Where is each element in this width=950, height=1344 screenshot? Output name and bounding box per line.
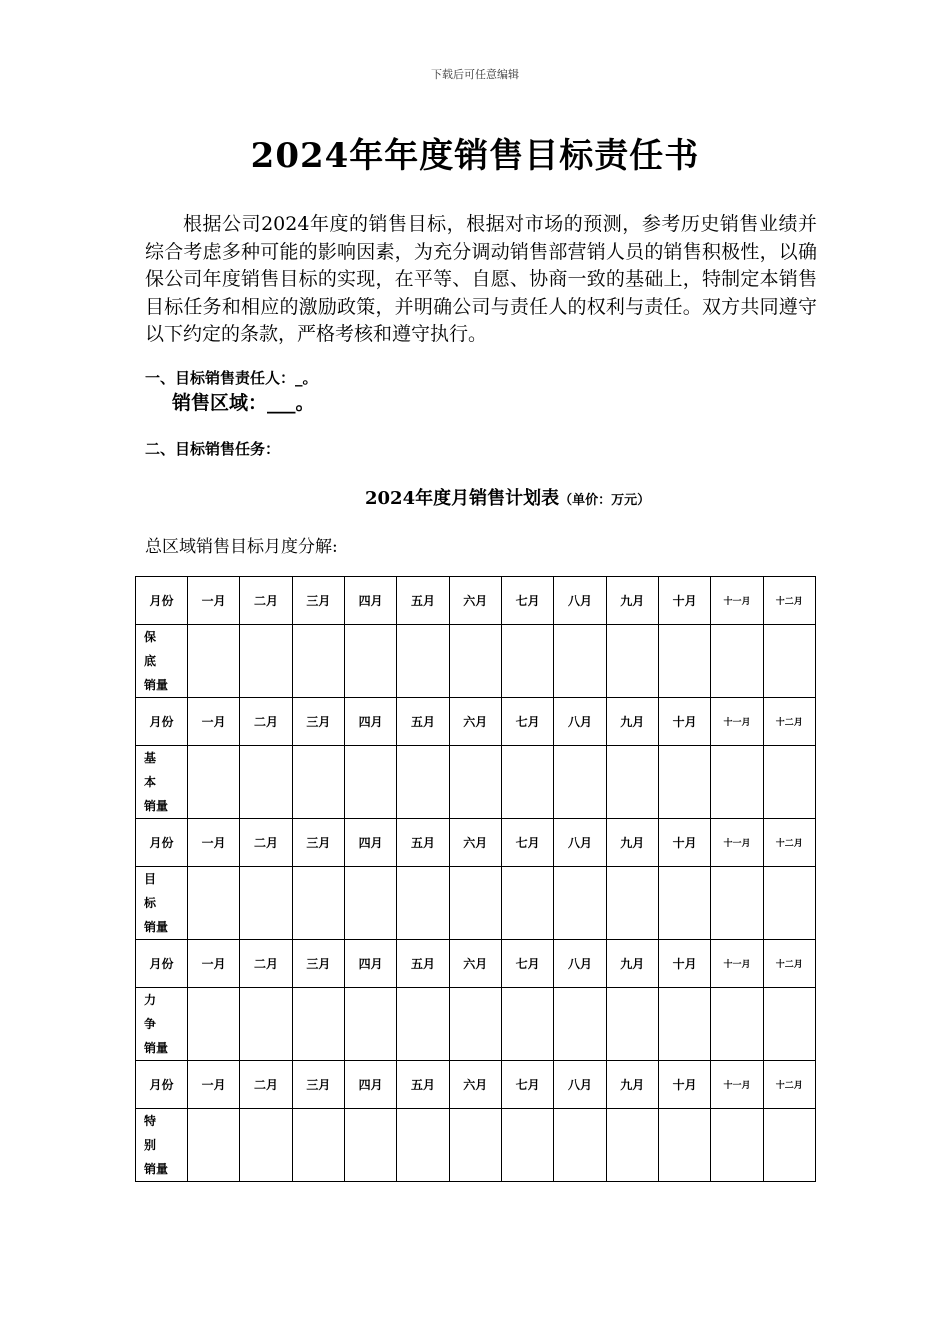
month-header-cell: 七月	[501, 940, 553, 988]
sales-value-cell[interactable]	[344, 867, 396, 940]
month-header-cell: 四月	[344, 577, 396, 625]
month-header-cell: 六月	[449, 940, 501, 988]
sales-value-cell[interactable]	[344, 625, 396, 698]
sales-value-cell[interactable]	[292, 867, 344, 940]
month-header-cell: 八月	[554, 698, 606, 746]
header-note: 下载后可任意编辑	[431, 68, 519, 81]
row-label	[136, 988, 188, 1061]
month-header-cell: 八月	[554, 577, 606, 625]
month-header-cell: 九月	[606, 940, 658, 988]
sales-value-cell[interactable]	[554, 746, 606, 819]
month-header-row	[136, 940, 816, 988]
row-label-line2: 销量	[144, 1041, 169, 1055]
row-label-line1: 力争	[144, 993, 167, 1031]
sales-value-cell[interactable]	[501, 867, 553, 940]
month-header-cell: 十一月	[711, 577, 763, 625]
month-header-cell: 十一月	[711, 819, 763, 867]
month-header-cell: 一月	[188, 1061, 240, 1109]
month-header-cell: 十月	[658, 1061, 710, 1109]
month-header-cell: 十一月	[711, 940, 763, 988]
sales-value-cell[interactable]	[188, 625, 240, 698]
sales-value-row	[136, 746, 816, 819]
month-header-label: 月份	[136, 940, 188, 988]
table-unit: （单价：万元）	[559, 493, 651, 508]
document-title: 2024年年度销售目标责任书	[250, 136, 700, 176]
sales-value-cell[interactable]	[554, 625, 606, 698]
row-label-line1: 特别	[144, 1114, 167, 1152]
sales-value-cell[interactable]	[397, 1109, 449, 1182]
month-header-cell: 十月	[658, 819, 710, 867]
month-header-cell: 一月	[188, 577, 240, 625]
month-header-cell: 二月	[240, 1061, 292, 1109]
sales-value-cell[interactable]	[606, 988, 658, 1061]
month-header-cell: 九月	[606, 698, 658, 746]
month-header-cell: 六月	[449, 819, 501, 867]
sales-value-cell[interactable]	[554, 1109, 606, 1182]
sales-value-cell[interactable]	[449, 625, 501, 698]
month-header-cell: 四月	[344, 819, 396, 867]
month-header-cell: 十二月	[763, 819, 815, 867]
row-label	[136, 625, 188, 698]
month-header-cell: 四月	[344, 940, 396, 988]
sales-value-cell[interactable]	[501, 988, 553, 1061]
sales-value-cell[interactable]	[344, 746, 396, 819]
row-label-line2: 销量	[144, 920, 169, 934]
month-header-cell: 三月	[292, 698, 344, 746]
month-header-cell: 八月	[554, 1061, 606, 1109]
month-header-cell: 六月	[449, 577, 501, 625]
month-header-cell: 五月	[397, 1061, 449, 1109]
sales-value-cell[interactable]	[344, 988, 396, 1061]
month-header-row	[136, 577, 816, 625]
month-header-cell: 三月	[292, 819, 344, 867]
sales-value-cell[interactable]	[711, 867, 763, 940]
breakdown-label: 总区域销售目标月度分解:	[145, 537, 338, 557]
sales-value-cell[interactable]	[397, 746, 449, 819]
sales-value-cell[interactable]	[397, 625, 449, 698]
sales-value-cell[interactable]	[449, 988, 501, 1061]
month-header-cell: 七月	[501, 698, 553, 746]
month-header-cell: 十一月	[711, 1061, 763, 1109]
sales-value-cell[interactable]	[240, 867, 292, 940]
sales-value-cell[interactable]	[606, 625, 658, 698]
month-header-cell: 六月	[449, 1061, 501, 1109]
sales-value-cell[interactable]	[763, 988, 815, 1061]
row-label	[136, 1109, 188, 1182]
month-header-cell: 七月	[501, 819, 553, 867]
month-header-cell: 十二月	[763, 1061, 815, 1109]
month-header-cell: 八月	[554, 819, 606, 867]
sales-value-cell[interactable]	[763, 625, 815, 698]
sales-value-cell[interactable]	[188, 1109, 240, 1182]
row-label-line2: 销量	[144, 678, 169, 692]
month-header-cell: 一月	[188, 698, 240, 746]
section-2-sales-task: 二、目标销售任务：	[145, 440, 281, 458]
sales-value-cell[interactable]	[711, 625, 763, 698]
sales-value-cell[interactable]	[554, 867, 606, 940]
month-header-cell: 九月	[606, 819, 658, 867]
sales-value-cell[interactable]	[501, 746, 553, 819]
sales-value-cell[interactable]	[292, 988, 344, 1061]
sales-value-cell[interactable]	[240, 988, 292, 1061]
month-header-cell: 十月	[658, 698, 710, 746]
month-header-label: 月份	[136, 698, 188, 746]
month-header-label: 月份	[136, 577, 188, 625]
sales-value-cell[interactable]	[449, 867, 501, 940]
sales-value-cell[interactable]	[711, 988, 763, 1061]
month-header-cell: 四月	[344, 1061, 396, 1109]
sales-value-cell[interactable]	[554, 988, 606, 1061]
month-header-cell: 五月	[397, 577, 449, 625]
sales-value-cell[interactable]	[188, 988, 240, 1061]
sales-value-cell[interactable]	[397, 867, 449, 940]
sales-value-cell[interactable]	[606, 867, 658, 940]
month-header-cell: 十一月	[711, 698, 763, 746]
section-1-responsible-person: 一、目标销售责任人：_。	[145, 369, 318, 387]
monthly-sales-plan-table	[135, 576, 816, 1182]
month-header-cell: 十二月	[763, 940, 815, 988]
sales-value-row	[136, 1109, 816, 1182]
sales-value-cell[interactable]	[449, 746, 501, 819]
sales-value-cell[interactable]	[501, 625, 553, 698]
sales-value-cell[interactable]	[188, 746, 240, 819]
month-header-row	[136, 698, 816, 746]
month-header-cell: 十二月	[763, 698, 815, 746]
month-header-cell: 十月	[658, 940, 710, 988]
sales-value-cell[interactable]	[501, 1109, 553, 1182]
month-header-row	[136, 1061, 816, 1109]
month-header-cell: 九月	[606, 1061, 658, 1109]
sales-value-cell[interactable]	[711, 746, 763, 819]
month-header-cell: 三月	[292, 1061, 344, 1109]
sales-value-cell[interactable]	[240, 1109, 292, 1182]
month-header-cell: 一月	[188, 819, 240, 867]
sales-value-cell[interactable]	[763, 1109, 815, 1182]
month-header-cell: 二月	[240, 819, 292, 867]
month-header-cell: 三月	[292, 940, 344, 988]
month-header-row	[136, 819, 816, 867]
month-header-cell: 三月	[292, 577, 344, 625]
sales-value-cell[interactable]	[240, 625, 292, 698]
sales-value-cell[interactable]	[449, 1109, 501, 1182]
month-header-label: 月份	[136, 1061, 188, 1109]
month-header-cell: 五月	[397, 698, 449, 746]
month-header-cell: 五月	[397, 819, 449, 867]
month-header-cell: 一月	[188, 940, 240, 988]
month-header-cell: 七月	[501, 1061, 553, 1109]
sales-value-cell[interactable]	[658, 746, 710, 819]
row-label-line1: 目标	[144, 872, 167, 910]
month-header-cell: 八月	[554, 940, 606, 988]
month-header-cell: 六月	[449, 698, 501, 746]
month-header-cell: 二月	[240, 940, 292, 988]
sales-value-cell[interactable]	[658, 625, 710, 698]
month-header-cell: 五月	[397, 940, 449, 988]
sales-value-cell[interactable]	[658, 867, 710, 940]
month-header-cell: 四月	[344, 698, 396, 746]
row-label-line2: 销量	[144, 1162, 169, 1176]
row-label	[136, 746, 188, 819]
table-title	[365, 484, 650, 510]
sales-value-cell[interactable]	[606, 1109, 658, 1182]
row-label	[136, 867, 188, 940]
month-header-cell: 二月	[240, 698, 292, 746]
sales-value-cell[interactable]	[344, 1109, 396, 1182]
sales-value-cell[interactable]	[292, 625, 344, 698]
sales-value-row	[136, 867, 816, 940]
sales-value-row	[136, 625, 816, 698]
sales-value-cell[interactable]	[606, 746, 658, 819]
sales-value-row	[136, 988, 816, 1061]
table-title-text: 2024年度月销售计划表	[365, 488, 560, 509]
sales-value-cell[interactable]	[188, 867, 240, 940]
month-header-cell: 十月	[658, 577, 710, 625]
sales-region-line: 销售区域：___。	[172, 392, 315, 414]
row-label-line1: 基本	[144, 751, 167, 789]
sales-value-cell[interactable]	[397, 988, 449, 1061]
sales-value-cell[interactable]	[711, 1109, 763, 1182]
row-label-line2: 销量	[144, 799, 169, 813]
sales-value-cell[interactable]	[763, 746, 815, 819]
month-header-cell: 七月	[501, 577, 553, 625]
sales-value-cell[interactable]	[658, 1109, 710, 1182]
intro-paragraph: 根据公司2024年度的销售目标，根据对市场的预测，参考历史销售业绩并综合考虑多种可能的影响因素，为充分调动销售部营销人员的销售积极性，以确保公司年度销售目标的实现，在平等、自愿、协商一致的基础上，特制定本销售目标任务和相应的激励政策，并明确公司与责任人的权利与责任。双方共同遵守以下约定的条款，严格考核和遵守执行。	[145, 213, 817, 345]
month-header-cell: 十二月	[763, 577, 815, 625]
month-header-cell: 九月	[606, 577, 658, 625]
month-header-cell: 二月	[240, 577, 292, 625]
sales-value-cell[interactable]	[292, 1109, 344, 1182]
sales-value-cell[interactable]	[240, 746, 292, 819]
sales-value-cell[interactable]	[658, 988, 710, 1061]
sales-value-cell[interactable]	[292, 746, 344, 819]
month-header-label: 月份	[136, 819, 188, 867]
row-label-line1: 保底	[144, 630, 167, 668]
sales-value-cell[interactable]	[763, 867, 815, 940]
